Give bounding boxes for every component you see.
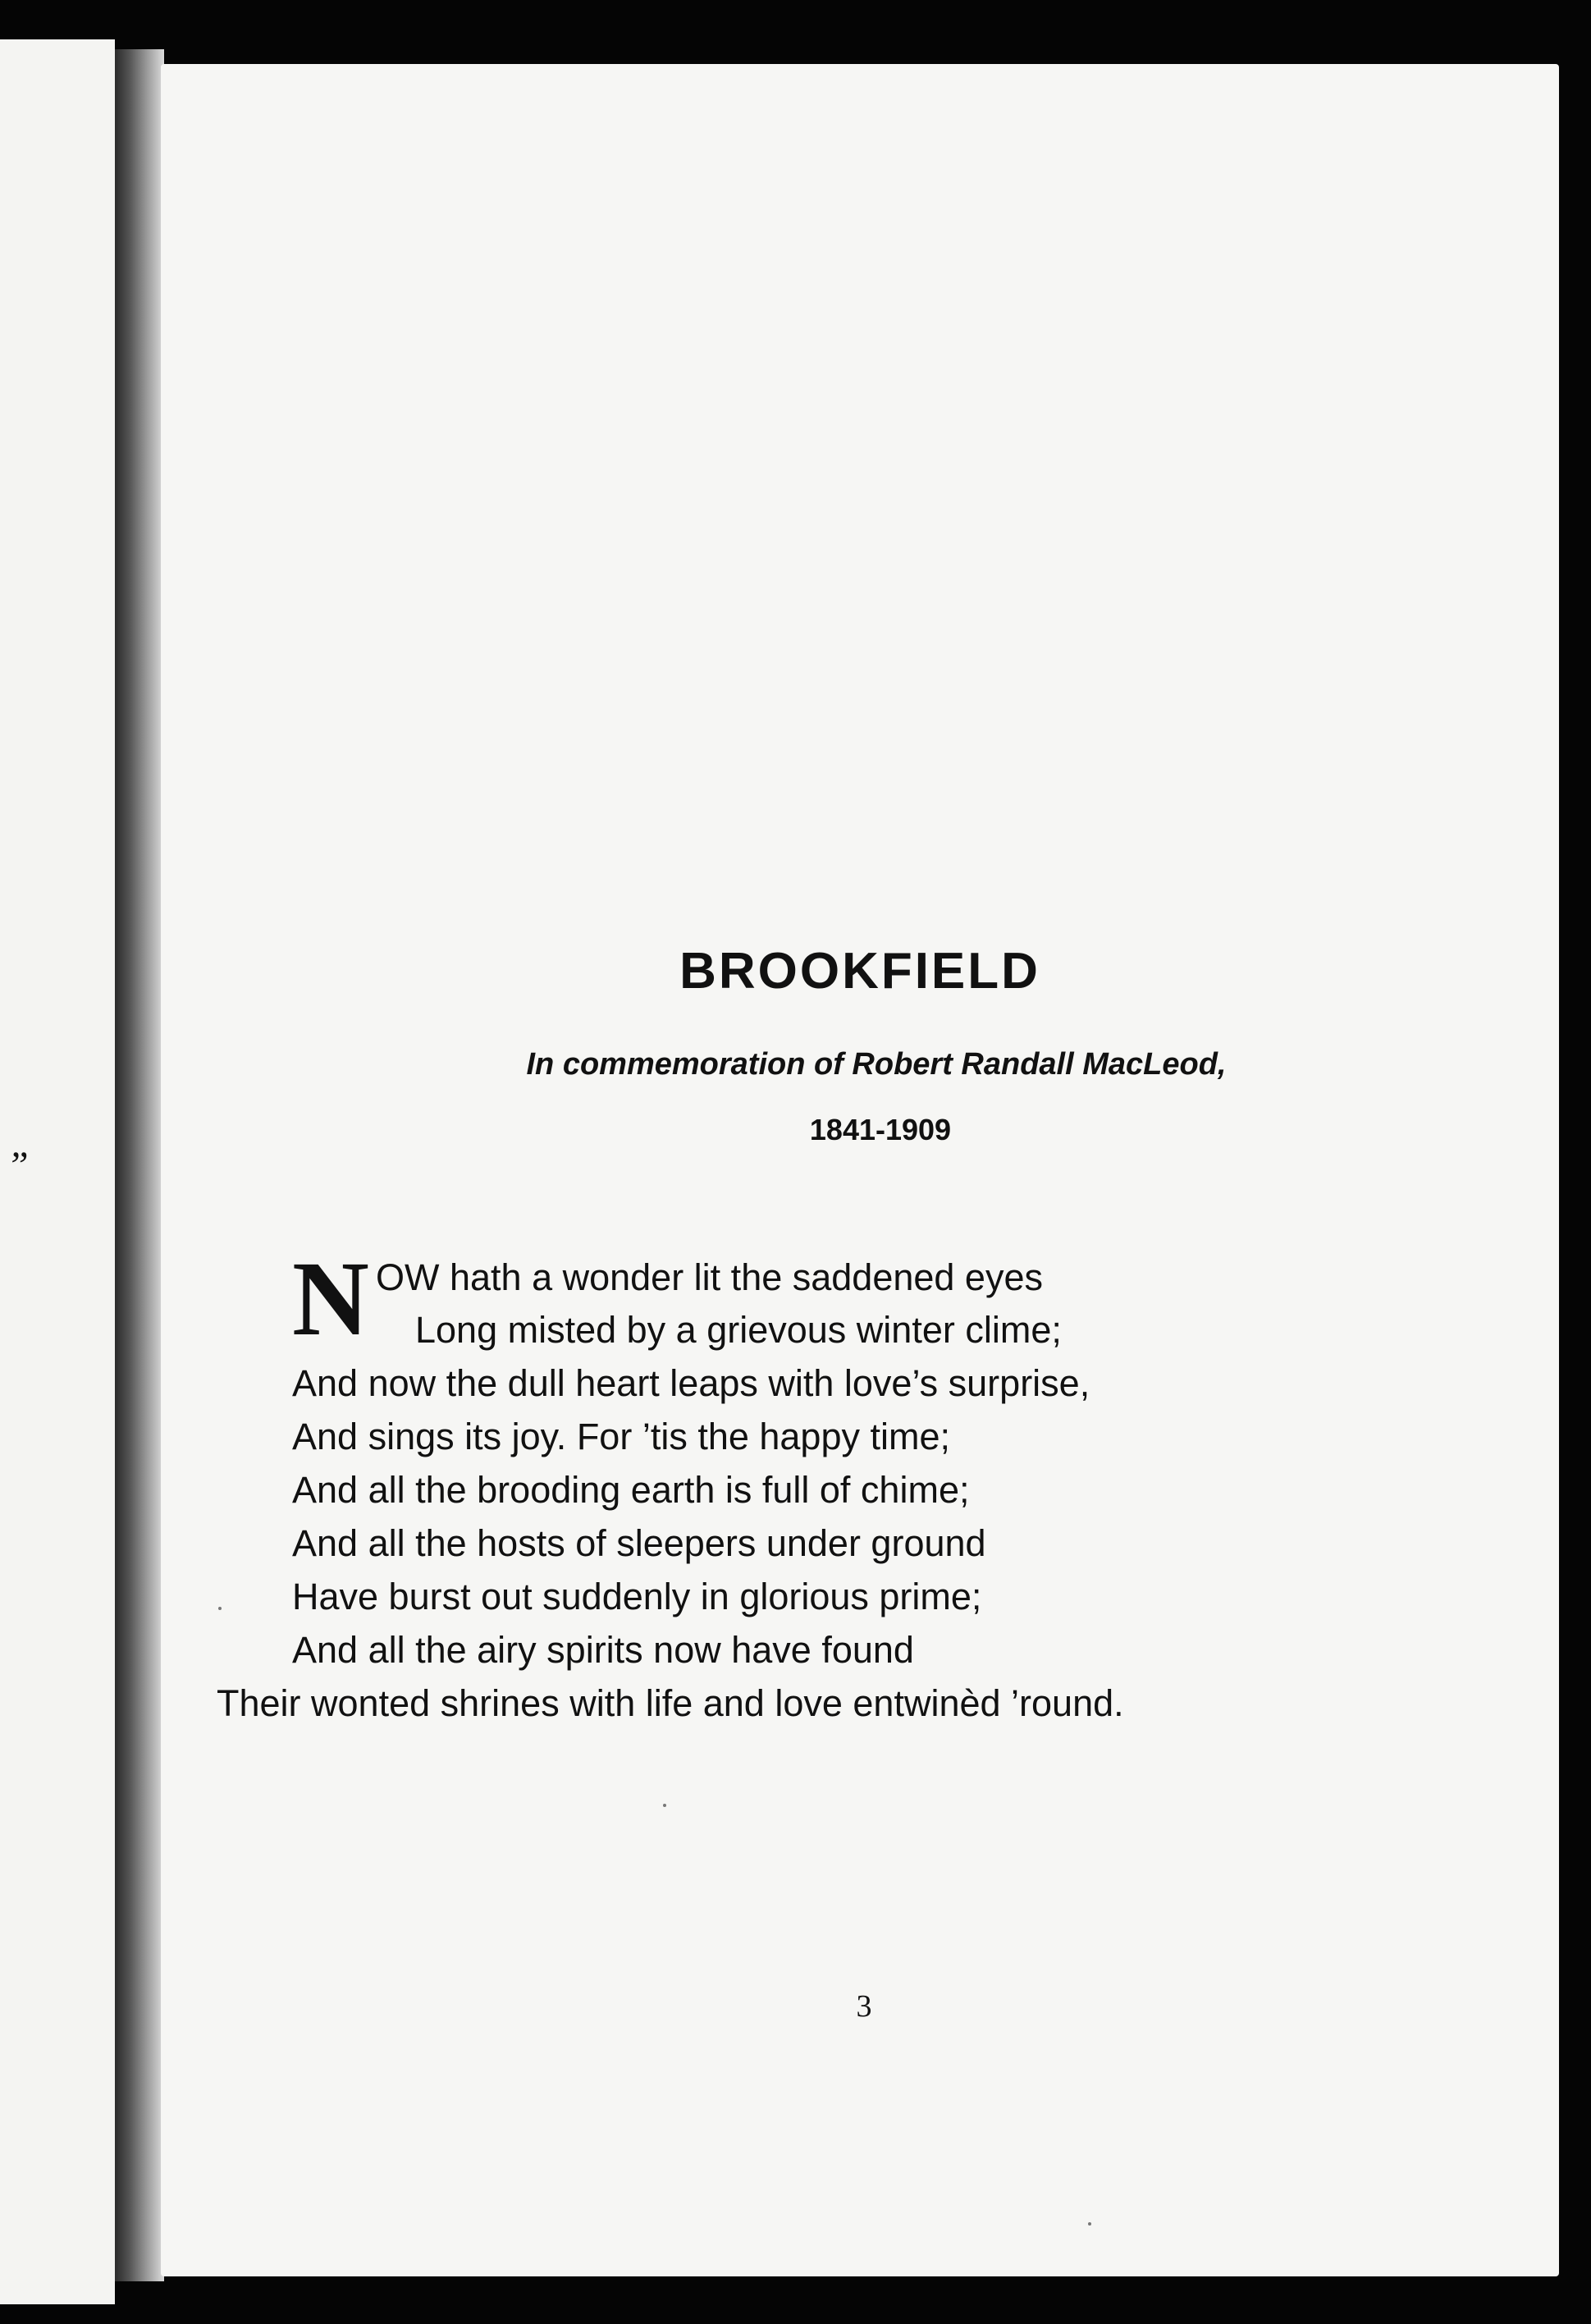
poem-line: And sings its joy. For ’tis the happy time;: [292, 1416, 951, 1457]
book-gutter-shadow: [115, 49, 164, 2281]
poem-line: And all the hosts of sleepers under ground: [292, 1522, 986, 1564]
scan-speck: [218, 1607, 222, 1610]
poem-line: OW hath a wonder lit the saddened eyes: [376, 1256, 1043, 1298]
scan-speck: [1088, 2222, 1091, 2226]
poem-title: BROOKFIELD: [679, 943, 1040, 1000]
scan-speck: [663, 1804, 666, 1807]
poem-line: Long misted by a grievous winter clime;: [415, 1309, 1062, 1351]
poem-line: And all the brooding earth is full of chime;: [292, 1469, 970, 1511]
facing-page-fragment: [0, 39, 115, 2304]
poem-line: And all the airy spirits now have found: [292, 1629, 914, 1671]
poem-line: Have burst out suddenly in glorious prime;: [292, 1576, 982, 1617]
facing-page-quote-mark: ”: [7, 1144, 29, 1187]
book-page: [161, 64, 1559, 2276]
poem-dedication-dates: 1841-1909: [809, 1113, 952, 1146]
poem-line: Their wonted shrines with life and love entwinèd ’round.: [217, 1682, 1124, 1724]
poem-dedication: In commemoration of Robert Randall MacLeod,: [526, 1047, 1227, 1082]
page-number: 3: [856, 1989, 872, 2024]
poem-line: And now the dull heart leaps with love’s surprise,: [292, 1362, 1090, 1404]
drop-cap: N: [292, 1240, 369, 1358]
